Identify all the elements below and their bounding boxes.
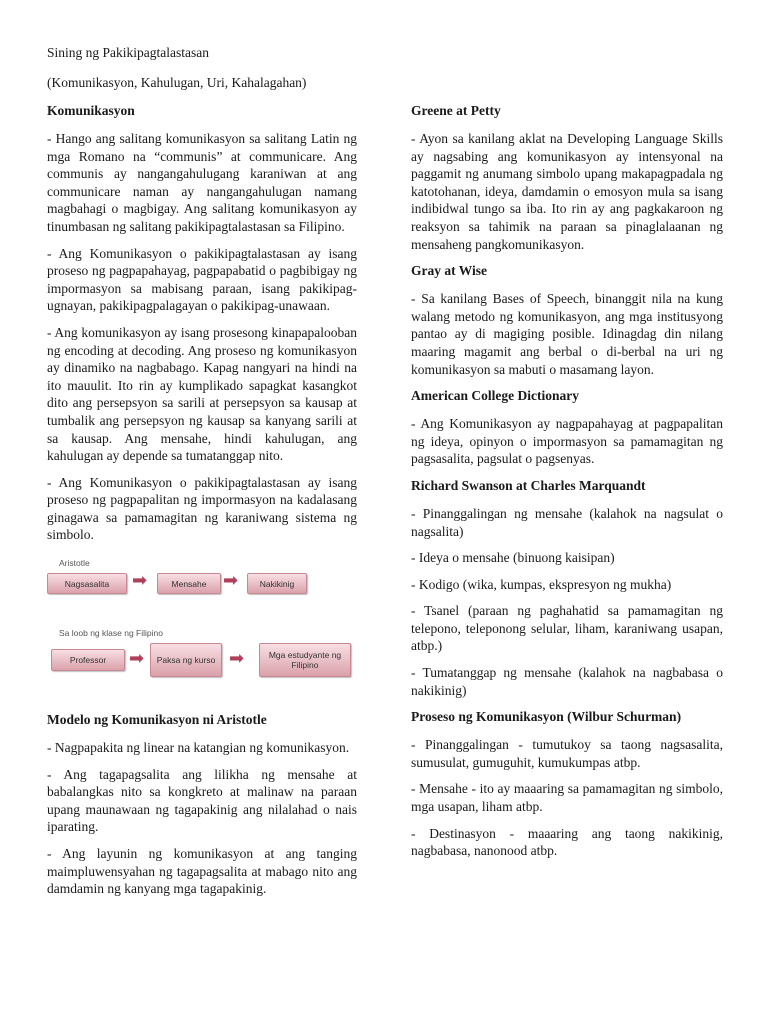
paragraph: - Ang Komunikasyon o pakikipagtalastasan ay isang proseso ng pagpapahayag, pagpapabatid o pagbibigay ng impormasyon sa mabisang paraan, isang pakikipag-ugnayan, pakikipagpalagayan o pakikipag-unawaan. (47, 245, 357, 314)
heading-gray-wise: Gray at Wise (411, 263, 487, 279)
paragraph: - Ang tagapagsalita ang lilikha ng mensahe at babalangkas nito sa kongkreto at malinaw na paraan upang maunawaan ng tagapakinig ang nilalahad o nais iparating. (47, 766, 357, 835)
diagram-label-aristotle: Aristotle (59, 558, 90, 569)
box-paksa-ng-kurso: Paksa ng kurso (150, 643, 222, 677)
arrow-right-icon: ➡ (229, 648, 245, 670)
paragraph: - Ideya o mensahe (binuong kaisipan) (411, 550, 615, 566)
arrow-right-icon: ➡ (223, 570, 239, 592)
box-nakikinig: Nakikinig (247, 573, 307, 594)
paragraph: - Pinanggalingan ng mensahe (kalahok na nagsulat o nagsalita) (411, 505, 723, 539)
right-column (411, 102, 723, 869)
box-nagsasalita: Nagsasalita (47, 573, 127, 594)
box-mga-estudyante: Mga estudyante ng Filipino (259, 643, 351, 677)
heading-komunikasyon: Komunikasyon (47, 103, 135, 118)
paragraph: - Ang layunin ng komunikasyon at ang tanging maimpluwensyahan ng tagapagsalita at mabago nito ang damdamin ng kanyang mga tagapakinig. (47, 846, 357, 897)
paragraph: - Kodigo (wika, kumpas, ekspresyon ng mukha) (411, 576, 672, 592)
paragraph: - Hango ang salitang komunikasyon sa salitang Latin ng mga Romano na “communis” at communicare. Ang communis ay nangangahulugang karaniwan at ang communicare naman ay nangangahulugan namang magbahagi o magbigay. Ang salitang komunikasyon ay tinumbasan ng salitang pakikipagtalastasan sa Filipino. (47, 131, 357, 234)
paragraph: - Ang Komunikasyon ay nagpapahayag at pagpapalitan ng ideya, opinyon o impormasyon sa pamamagitan ng pagsasalita, pagsulat o pagsenyas. (411, 416, 723, 467)
paragraph: - Nagpapakita ng linear na katangian ng komunikasyon. (47, 740, 350, 756)
box-mensahe: Mensahe (157, 573, 221, 594)
document-title: Sining ng Pakikipagtalastasan (47, 45, 209, 60)
document-subtitle: (Komunikasyon, Kahulugan, Uri, Kahalagahan) (47, 75, 307, 90)
aristotle-model-diagram (47, 553, 357, 701)
arrow-right-icon: ➡ (132, 570, 148, 592)
heading-proseso-schurman: Proseso ng Komunikasyon (Wilbur Schurman) (411, 709, 682, 725)
heading-modelo-aristotle: Modelo ng Komunikasyon ni Aristotle (47, 712, 267, 728)
paragraph: - Tumatanggap ng mensahe (kalahok na nagbabasa o nakikinig) (411, 665, 723, 698)
heading-american-college-dictionary: American College Dictionary (411, 388, 579, 404)
paragraph: - Ayon sa kanilang aklat na Developing Language Skills ay nagsabing ang komunikasyon ay intensyonal na paggamit ng anumang simbolo upang makapagpadala ng katotohanan, ideya, damdamin o emosyon mula sa isang indibidwal tungo sa iba. Ito rin ay ang pagkakaroon ng reaksyon sa tahimik na paraan sa pinaglalaanan ng mensaheng pangkomunikasyon. (411, 131, 723, 252)
paragraph: - Destinasyon - maaaring ang taong nakikinig, nagbabasa, nanonood atbp. (411, 825, 723, 859)
paragraph: - Pinanggalingan - tumutukoy sa taong nagsasalita, sumusulat, gumuguhit, kumukumpas atbp. (411, 737, 723, 770)
paragraph: - Mensahe - ito ay maaaring sa pamamagitan ng simbolo, mga usapan, liham atbp. (411, 781, 723, 815)
heading-greene-petty: Greene at Petty (411, 103, 501, 118)
heading-swanson-marquandt: Richard Swanson at Charles Marquandt (411, 477, 646, 493)
arrow-right-icon: ➡ (129, 648, 145, 670)
diagram-label-filipino-class: Sa loob ng klase ng Filipino (59, 628, 163, 639)
paragraph: - Ang komunikasyon ay isang prosesong kinapapalooban ng encoding at decoding. Ang proseso ng komunikasyon ay dinamiko na nagbabago. Kapag nangyari na hindi na ito mauulit. Ito rin ay kumplikado sapagkat kasangkot dito ang persepsyon sa sarili at persepsyon sa kausap at tumbalik ang persepsyon ng kausap sa kanyang sarili at sa kausap. Ang mensahe, hindi kahulugan, ang kahulugan ay depende sa tumatanggap nito. (47, 324, 357, 464)
paragraph: - Tsanel (paraan ng paghahatid sa pamamagitan ng telepono, teleponong selular, liham, karaniwang usapan, atbp.) (411, 603, 723, 654)
left-column (47, 102, 357, 907)
paragraph: - Ang Komunikasyon o pakikipagtalastasan ay isang proseso ng pagpapalitan ng impormasyon na kadalasang ginagawa sa pamamagitan ng karaniwang sistema ng simbolo. (47, 474, 357, 543)
paragraph: - Sa kanilang Bases of Speech, binanggit nila na kung walang metodo ng komunikasyon, ang mga institusyong pantao ay di magiging posible. Idinagdag din nilang maaring magamit ang berbal o di-berbal na uri ng komunikasyon sa mabuti o masamang layon. (411, 291, 723, 377)
box-professor: Professor (51, 649, 125, 671)
